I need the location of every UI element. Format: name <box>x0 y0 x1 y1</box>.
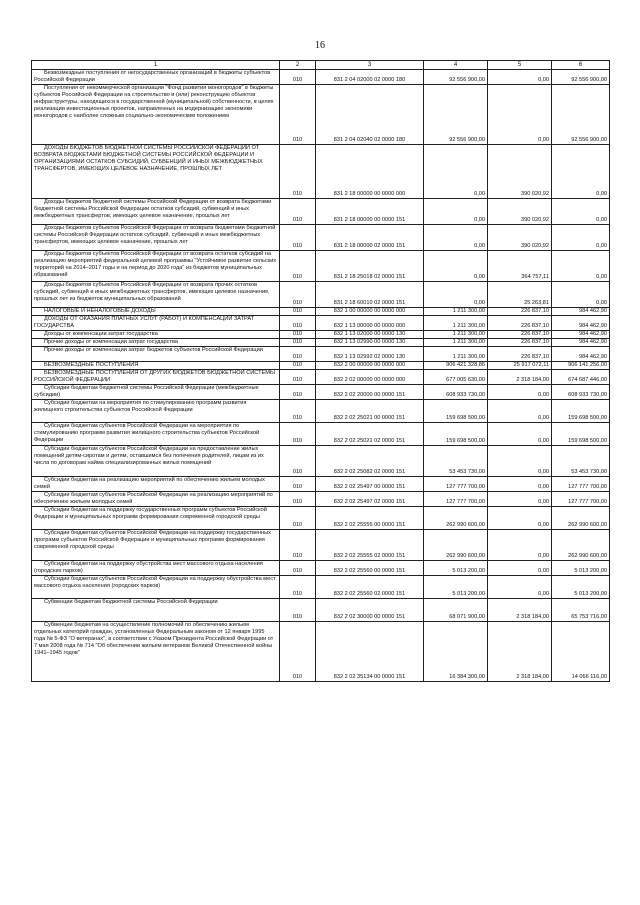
row-approved-cell: 159 698 500,00 <box>424 400 488 423</box>
row-line-code-cell: 010 <box>280 507 316 530</box>
row-line-code-cell: 010 <box>280 339 316 347</box>
row-name-cell: Доходы бюджетов субъектов Российской Федерации от возврата прочих остатков субсидий, субвенций и иных межбюджетных трансфертов, имеющих целевое назначение, прошлых лет из бюджетов муниципальных образований <box>32 282 280 308</box>
row-executed-cell: 226 837,10 <box>488 316 552 331</box>
row-unexecuted-cell: 127 777 700,00 <box>552 477 610 492</box>
row-budget-code-cell: 832 1 13 02990 00 0000 130 <box>316 339 424 347</box>
row-budget-code-cell: 831 2 04 02000 02 0000 180 <box>316 70 424 85</box>
row-budget-code-cell: 831 2 18 00000 00 0000 151 <box>316 199 424 225</box>
header-cell: 4 <box>424 61 488 70</box>
row-unexecuted-cell: 262 990 600,00 <box>552 507 610 530</box>
row-budget-code-cell: 831 2 18 25018 02 0000 151 <box>316 251 424 282</box>
row-name-cell: Субвенции бюджетам бюджетной системы Российской Федерации <box>32 599 280 622</box>
row-executed-cell: 226 837,10 <box>488 339 552 347</box>
row-budget-code-cell: 832 2 02 25021 02 0000 151 <box>316 423 424 446</box>
row-unexecuted-cell: 262 990 600,00 <box>552 530 610 561</box>
row-executed-cell: 0,00 <box>488 385 552 400</box>
table-row <box>32 308 610 316</box>
row-unexecuted-cell: 0,00 <box>552 199 610 225</box>
row-line-code-cell: 010 <box>280 400 316 423</box>
table-row <box>32 423 610 446</box>
table-row <box>32 507 610 530</box>
row-line-code-cell: 010 <box>280 331 316 339</box>
row-approved-cell: 92 556 900,00 <box>424 70 488 85</box>
header-cell: 3 <box>316 61 424 70</box>
table-row <box>32 282 610 308</box>
row-name-cell: Субсидии бюджетам субъектов Российской Федерации на поддержку государственных программ субъектов Российской Федерации и муниципальных программ формирования современной городской среды <box>32 530 280 561</box>
row-unexecuted-cell: 92 556 900,00 <box>552 70 610 85</box>
row-executed-cell: 364 757,11 <box>488 251 552 282</box>
row-budget-code-cell: 832 1 13 02992 02 0000 130 <box>316 347 424 362</box>
row-budget-code-cell: 831 2 18 00000 00 0000 000 <box>316 145 424 199</box>
table-row <box>32 492 610 507</box>
row-line-code-cell: 010 <box>280 282 316 308</box>
row-name-cell: Субсидии бюджетам на поддержку государственных программ субъектов Российской Федерации и муниципальных программ формирования современной городской среды <box>32 507 280 530</box>
row-name-cell: Субсидии бюджетам бюджетной системы Российской Федерации (межбюджетные субсидии) <box>32 385 280 400</box>
row-approved-cell: 677 005 630,00 <box>424 370 488 385</box>
row-line-code-cell: 010 <box>280 576 316 599</box>
row-line-code-cell: 010 <box>280 446 316 477</box>
row-budget-code-cell: 832 2 00 00000 00 0000 000 <box>316 362 424 370</box>
row-name-cell: Поступления от некоммерческой организации "Фонд развития моногородов" в бюджеты субъектов Российской Федерации на строительство и (или) реконструкцию объектов инфраструктуры, находящихся в государственной (муниципальной) собственности, в целях реализации инвестиционных проектов, направленных на модернизацию экономики моногородов с наиболее сложным социально-экономическим положением <box>32 85 280 145</box>
row-executed-cell: 226 837,10 <box>488 331 552 339</box>
table-row <box>32 316 610 331</box>
row-name-cell: Субсидии бюджетам субъектов Российской Федерации на мероприятия по стимулированию программ развития жилищного строительства субъектов Российской Федерации <box>32 423 280 446</box>
row-name-cell: БЕЗВОЗМЕЗДНЫЕ ПОСТУПЛЕНИЯ ОТ ДРУГИХ БЮДЖЕТОВ БЮДЖЕТНОЙ СИСТЕМЫ РОССИЙСКОЙ ФЕДЕРАЦИИ <box>32 370 280 385</box>
table-row <box>32 225 610 251</box>
row-budget-code-cell: 832 2 02 25497 00 0000 151 <box>316 477 424 492</box>
row-unexecuted-cell: 906 141 256,00 <box>552 362 610 370</box>
row-unexecuted-cell: 159 698 500,00 <box>552 400 610 423</box>
row-executed-cell: 25 917 072,11 <box>488 362 552 370</box>
table-row <box>32 477 610 492</box>
row-executed-cell: 0,00 <box>488 400 552 423</box>
row-executed-cell: 0,00 <box>488 530 552 561</box>
row-approved-cell: 1 211 300,00 <box>424 316 488 331</box>
table-row <box>32 85 610 145</box>
row-line-code-cell: 010 <box>280 492 316 507</box>
row-name-cell: Доходы бюджетов бюджетной системы Российской Федерации от возврата бюджетами бюджетной системы Российской Федерации остатков субсидий, субвенций и иных межбюджетных трансфертов, имеющих целевое назначение, прошлых лет <box>32 199 280 225</box>
row-line-code-cell: 010 <box>280 385 316 400</box>
header-cell: 6 <box>552 61 610 70</box>
row-line-code-cell: 010 <box>280 70 316 85</box>
row-name-cell: БЕЗВОЗМЕЗДНЫЕ ПОСТУПЛЕНИЯ <box>32 362 280 370</box>
row-unexecuted-cell: 608 933 730,00 <box>552 385 610 400</box>
header-cell: 5 <box>488 61 552 70</box>
row-approved-cell: 127 777 700,00 <box>424 492 488 507</box>
row-line-code-cell: 010 <box>280 477 316 492</box>
table-row <box>32 576 610 599</box>
row-name-cell: Субвенции бюджетам на осуществление полномочий по обеспечению жильем отдельных категорий граждан, установленных Федеральным законом от 12 января 1995 года № 5-ФЗ "О ветеранах", в соответствии с Указом Президента Российской Федерации от 7 мая 2008 года № 714 "Об обеспечении жильем ветеранов Великой Отечественной войны 1941–1945 годов" <box>32 622 280 682</box>
row-name-cell: Субсидии бюджетам на мероприятия по стимулированию программ развития жилищного строительства субъектов Российской Федерации <box>32 400 280 423</box>
row-approved-cell: 127 777 700,00 <box>424 477 488 492</box>
row-name-cell: НАЛОГОВЫЕ И НЕНАЛОГОВЫЕ ДОХОДЫ <box>32 308 280 316</box>
row-approved-cell: 5 013 200,00 <box>424 561 488 576</box>
header-cell: 1 <box>32 61 280 70</box>
row-budget-code-cell: 832 2 02 25082 02 0000 151 <box>316 446 424 477</box>
row-budget-code-cell: 832 2 02 25560 02 0000 151 <box>316 576 424 599</box>
table-row <box>32 561 610 576</box>
row-unexecuted-cell: 92 556 900,00 <box>552 85 610 145</box>
row-line-code-cell: 010 <box>280 199 316 225</box>
row-executed-cell: 0,00 <box>488 507 552 530</box>
table-row <box>32 370 610 385</box>
row-approved-cell: 1 211 300,00 <box>424 331 488 339</box>
row-line-code-cell: 010 <box>280 423 316 446</box>
row-unexecuted-cell: 984 462,90 <box>552 308 610 316</box>
row-approved-cell: 92 556 900,00 <box>424 85 488 145</box>
row-name-cell: Доходы от компенсации затрат государства <box>32 331 280 339</box>
row-line-code-cell: 010 <box>280 622 316 682</box>
row-name-cell: Субсидии бюджетам субъектов Российской Федерации на поддержку обустройства мест массового отдыха населения (городских парков) <box>32 576 280 599</box>
row-name-cell: Доходы бюджетов субъектов Российской Федерации от возврата остатков субсидий на реализацию мероприятий федеральной целевой программы "Устойчивое развитие сельских территорий на 2014–2017 годы и на период до 2020 года" из бюджетов муниципальных образований <box>32 251 280 282</box>
row-budget-code-cell: 832 2 02 25555 02 0000 151 <box>316 530 424 561</box>
row-name-cell: Доходы бюджетов субъектов Российской Федерации от возврата бюджетами бюджетной системы Российской Федерации остатков субсидий, субвенций и иных межбюджетных трансфертов, имеющих целевое назначение, прошлых лет <box>32 225 280 251</box>
row-approved-cell: 0,00 <box>424 225 488 251</box>
row-line-code-cell: 010 <box>280 145 316 199</box>
row-name-cell: Прочие доходы от компенсации затрат государства <box>32 339 280 347</box>
row-budget-code-cell: 831 2 18 00000 02 0000 151 <box>316 225 424 251</box>
row-budget-code-cell: 832 2 02 35134 00 0000 151 <box>316 622 424 682</box>
row-approved-cell: 5 013 200,00 <box>424 576 488 599</box>
row-name-cell: Субсидии бюджетам на поддержку обустройства мест массового отдыха населения (городских парков) <box>32 561 280 576</box>
row-approved-cell: 0,00 <box>424 282 488 308</box>
table-row <box>32 199 610 225</box>
row-executed-cell: 2 318 184,00 <box>488 599 552 622</box>
row-unexecuted-cell: 984 462,90 <box>552 347 610 362</box>
row-name-cell: ДОХОДЫ ОТ ОКАЗАНИЯ ПЛАТНЫХ УСЛУГ (РАБОТ) И КОМПЕНСАЦИИ ЗАТРАТ ГОСУДАРСТВА <box>32 316 280 331</box>
table-row <box>32 622 610 682</box>
row-budget-code-cell: 832 2 02 00000 00 0000 000 <box>316 370 424 385</box>
row-unexecuted-cell: 65 753 716,00 <box>552 599 610 622</box>
row-executed-cell: 226 837,10 <box>488 347 552 362</box>
row-unexecuted-cell: 5 013 200,00 <box>552 561 610 576</box>
row-executed-cell: 2 318 184,00 <box>488 370 552 385</box>
row-budget-code-cell: 832 1 13 02000 00 0000 130 <box>316 331 424 339</box>
row-executed-cell: 0,00 <box>488 576 552 599</box>
row-name-cell: Субсидии бюджетам субъектов Российской Федерации на реализацию мероприятий по обеспечению жильем молодых семей <box>32 492 280 507</box>
row-approved-cell: 53 453 730,00 <box>424 446 488 477</box>
row-executed-cell: 0,00 <box>488 446 552 477</box>
row-unexecuted-cell: 984 462,90 <box>552 331 610 339</box>
row-approved-cell: 1 211 300,00 <box>424 308 488 316</box>
table-row <box>32 251 610 282</box>
row-unexecuted-cell: 984 462,90 <box>552 316 610 331</box>
row-approved-cell: 262 990 600,00 <box>424 507 488 530</box>
row-approved-cell: 0,00 <box>424 251 488 282</box>
row-approved-cell: 1 211 300,00 <box>424 347 488 362</box>
row-name-cell: Безвозмездные поступления от негосударственных организаций в бюджеты субъектов Российской Федерации <box>32 70 280 85</box>
row-approved-cell: 16 384 300,00 <box>424 622 488 682</box>
row-line-code-cell: 010 <box>280 530 316 561</box>
row-executed-cell: 390 020,92 <box>488 145 552 199</box>
header-cell: 2 <box>280 61 316 70</box>
row-approved-cell: 1 211 300,00 <box>424 339 488 347</box>
row-line-code-cell: 010 <box>280 561 316 576</box>
table-row <box>32 145 610 199</box>
row-line-code-cell: 010 <box>280 225 316 251</box>
row-name-cell: ДОХОДЫ БЮДЖЕТОВ БЮДЖЕТНОЙ СИСТЕМЫ РОССИЙСКОЙ ФЕДЕРАЦИИ ОТ ВОЗВРАТА БЮДЖЕТАМИ БЮДЖЕТНОЙ СИСТЕМЫ РОССИЙСКОЙ ФЕДЕРАЦИИ И ОРГАНИЗАЦИЯМИ ОСТАТКОВ СУБСИДИЙ, СУБВЕНЦИЙ И ИНЫХ МЕЖБЮДЖЕТНЫХ ТРАНСФЕРТОВ, ИМЕЮЩИХ ЦЕЛЕВОЕ НАЗНАЧЕНИЕ, ПРОШЛЫХ ЛЕТ <box>32 145 280 199</box>
table-row <box>32 331 610 339</box>
row-approved-cell: 262 990 600,00 <box>424 530 488 561</box>
row-unexecuted-cell: 159 698 500,00 <box>552 423 610 446</box>
row-budget-code-cell: 832 1 00 00000 00 0000 000 <box>316 308 424 316</box>
table-row <box>32 599 610 622</box>
row-executed-cell: 0,00 <box>488 70 552 85</box>
row-executed-cell: 0,00 <box>488 492 552 507</box>
row-executed-cell: 390 020,92 <box>488 225 552 251</box>
row-line-code-cell: 010 <box>280 308 316 316</box>
row-unexecuted-cell: 0,00 <box>552 251 610 282</box>
row-budget-code-cell: 832 2 02 25555 00 0000 151 <box>316 507 424 530</box>
row-budget-code-cell: 832 2 02 25497 02 0000 151 <box>316 492 424 507</box>
row-executed-cell: 0,00 <box>488 423 552 446</box>
row-executed-cell: 0,00 <box>488 85 552 145</box>
row-line-code-cell: 010 <box>280 85 316 145</box>
table-row <box>32 347 610 362</box>
table-row <box>32 339 610 347</box>
row-approved-cell: 608 933 730,00 <box>424 385 488 400</box>
row-budget-code-cell: 832 2 02 30000 00 0000 151 <box>316 599 424 622</box>
row-line-code-cell: 010 <box>280 599 316 622</box>
report-table <box>31 60 610 682</box>
row-name-cell: Прочие доходы от компенсации затрат бюджетов субъектов Российской Федерации <box>32 347 280 362</box>
table-row <box>32 385 610 400</box>
row-name-cell: Субсидии бюджетам субъектов Российской Федерации на предоставление жилых помещений детям-сиротам и детям, оставшимся без попечения родителей, лицам из их числа по договорам найма специализированных жилых помещений <box>32 446 280 477</box>
table-row <box>32 530 610 561</box>
row-line-code-cell: 010 <box>280 316 316 331</box>
row-budget-code-cell: 832 2 02 20000 00 0000 151 <box>316 385 424 400</box>
row-budget-code-cell: 832 2 02 25560 00 0000 151 <box>316 561 424 576</box>
page-number: 16 <box>315 40 325 51</box>
row-budget-code-cell: 832 2 02 25021 00 0000 151 <box>316 400 424 423</box>
row-budget-code-cell: 831 2 04 02040 02 0000 180 <box>316 85 424 145</box>
row-unexecuted-cell: 53 453 730,00 <box>552 446 610 477</box>
row-executed-cell: 226 837,10 <box>488 308 552 316</box>
table-row <box>32 400 610 423</box>
row-unexecuted-cell: 0,00 <box>552 282 610 308</box>
row-unexecuted-cell: 0,00 <box>552 225 610 251</box>
row-unexecuted-cell: 14 066 116,00 <box>552 622 610 682</box>
row-line-code-cell: 010 <box>280 251 316 282</box>
row-executed-cell: 0,00 <box>488 561 552 576</box>
row-approved-cell: 906 421 328,86 <box>424 362 488 370</box>
table-row <box>32 70 610 85</box>
row-approved-cell: 159 698 500,00 <box>424 423 488 446</box>
row-line-code-cell: 010 <box>280 347 316 362</box>
table-header-row <box>32 61 610 70</box>
row-line-code-cell: 010 <box>280 370 316 385</box>
row-executed-cell: 25 263,81 <box>488 282 552 308</box>
row-approved-cell: 0,00 <box>424 145 488 199</box>
row-line-code-cell: 010 <box>280 362 316 370</box>
row-unexecuted-cell: 984 462,90 <box>552 339 610 347</box>
row-name-cell: Субсидии бюджетам на реализацию мероприятий по обеспечению жильем молодых семей <box>32 477 280 492</box>
row-budget-code-cell: 832 1 13 00000 00 0000 000 <box>316 316 424 331</box>
row-unexecuted-cell: 0,00 <box>552 145 610 199</box>
row-executed-cell: 390 020,92 <box>488 199 552 225</box>
row-approved-cell: 0,00 <box>424 199 488 225</box>
row-unexecuted-cell: 5 013 200,00 <box>552 576 610 599</box>
row-approved-cell: 68 071 900,00 <box>424 599 488 622</box>
table-row <box>32 362 610 370</box>
row-unexecuted-cell: 127 777 700,00 <box>552 492 610 507</box>
table-row <box>32 446 610 477</box>
row-unexecuted-cell: 674 687 446,00 <box>552 370 610 385</box>
row-executed-cell: 2 318 184,00 <box>488 622 552 682</box>
row-executed-cell: 0,00 <box>488 477 552 492</box>
row-budget-code-cell: 831 2 18 60010 02 0000 151 <box>316 282 424 308</box>
